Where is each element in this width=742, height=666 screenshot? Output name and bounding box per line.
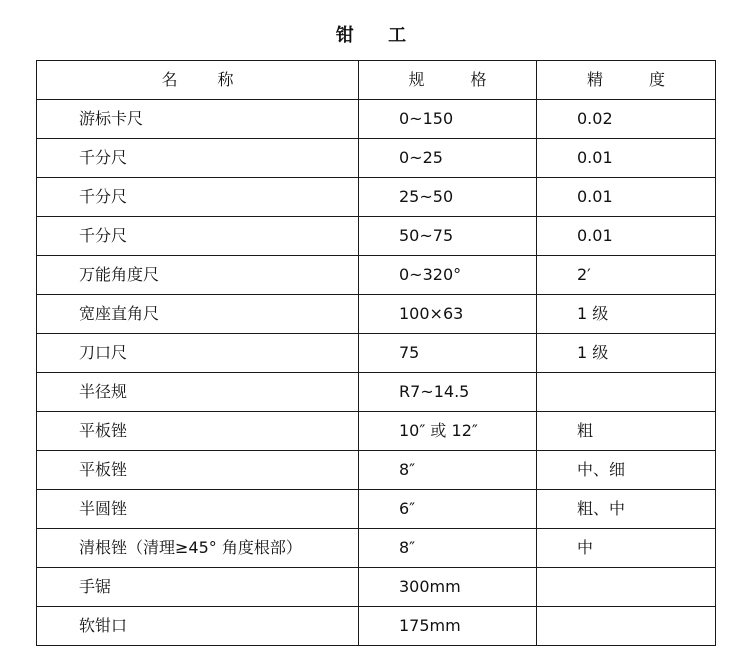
- cell-precision: 1 级: [537, 334, 716, 373]
- cell-name: 刀口尺: [37, 334, 359, 373]
- cell-precision: 2′: [537, 256, 716, 295]
- cell-name: 万能角度尺: [37, 256, 359, 295]
- tool-spec-table: [36, 60, 716, 646]
- cell-spec: 25~50: [359, 178, 537, 217]
- cell-spec: 6″: [359, 490, 537, 529]
- cell-precision: 0.01: [537, 139, 716, 178]
- cell-spec: 0~150: [359, 100, 537, 139]
- table-row: [37, 373, 716, 412]
- header-precision-char-2: 度: [649, 70, 666, 89]
- cell-precision: 粗、中: [537, 490, 716, 529]
- header-spec: [359, 61, 537, 100]
- table-row: [37, 451, 716, 490]
- table-row: [37, 139, 716, 178]
- cell-name: 半圆锉: [37, 490, 359, 529]
- header-name-char-1: 名: [161, 70, 178, 89]
- cell-spec: 175mm: [359, 607, 537, 646]
- cell-spec: 300mm: [359, 568, 537, 607]
- cell-precision: 0.02: [537, 100, 716, 139]
- cell-name: 软钳口: [37, 607, 359, 646]
- cell-name: 半径规: [37, 373, 359, 412]
- cell-name: 游标卡尺: [37, 100, 359, 139]
- document-title: 钳 工: [335, 25, 421, 46]
- table-row: [37, 334, 716, 373]
- table-row: [37, 100, 716, 139]
- cell-spec: 0~25: [359, 139, 537, 178]
- cell-name: 宽座直角尺: [37, 295, 359, 334]
- cell-name: 平板锉: [37, 451, 359, 490]
- cell-precision: [537, 568, 716, 607]
- cell-precision: 中、细: [537, 451, 716, 490]
- cell-precision: 0.01: [537, 178, 716, 217]
- cell-precision: 粗: [537, 412, 716, 451]
- header-name: [37, 61, 359, 100]
- table-row: [37, 178, 716, 217]
- cell-precision: 1 级: [537, 295, 716, 334]
- cell-spec: 0~320°: [359, 256, 537, 295]
- cell-name: 平板锉: [37, 412, 359, 451]
- table-row: [37, 295, 716, 334]
- table-row: [37, 412, 716, 451]
- cell-precision: 0.01: [537, 217, 716, 256]
- cell-spec: 8″: [359, 529, 537, 568]
- cell-spec: 100×63: [359, 295, 537, 334]
- cell-name: 千分尺: [37, 217, 359, 256]
- cell-precision: [537, 607, 716, 646]
- header-row: [37, 61, 716, 100]
- header-precision-char-1: 精: [586, 70, 603, 89]
- table-row: [37, 256, 716, 295]
- cell-name: 千分尺: [37, 178, 359, 217]
- cell-spec: 10″ 或 12″: [359, 412, 537, 451]
- table-row: [37, 607, 716, 646]
- cell-spec: 8″: [359, 451, 537, 490]
- header-precision: [537, 61, 716, 100]
- table-row: [37, 490, 716, 529]
- cell-precision: 中: [537, 529, 716, 568]
- table-row: [37, 529, 716, 568]
- cell-name: 清根锉（清理≥45° 角度根部）: [37, 529, 359, 568]
- table-header: [37, 61, 716, 100]
- table-row: [37, 568, 716, 607]
- cell-precision: [537, 373, 716, 412]
- cell-spec: 50~75: [359, 217, 537, 256]
- header-name-char-2: 称: [217, 70, 234, 89]
- table-row: [37, 217, 716, 256]
- cell-name: 千分尺: [37, 139, 359, 178]
- cell-name: 手锯: [37, 568, 359, 607]
- cell-spec: R7~14.5: [359, 373, 537, 412]
- header-spec-char-2: 格: [470, 70, 487, 89]
- cell-spec: 75: [359, 334, 537, 373]
- header-spec-char-1: 规: [408, 70, 425, 89]
- table-body: [37, 100, 716, 646]
